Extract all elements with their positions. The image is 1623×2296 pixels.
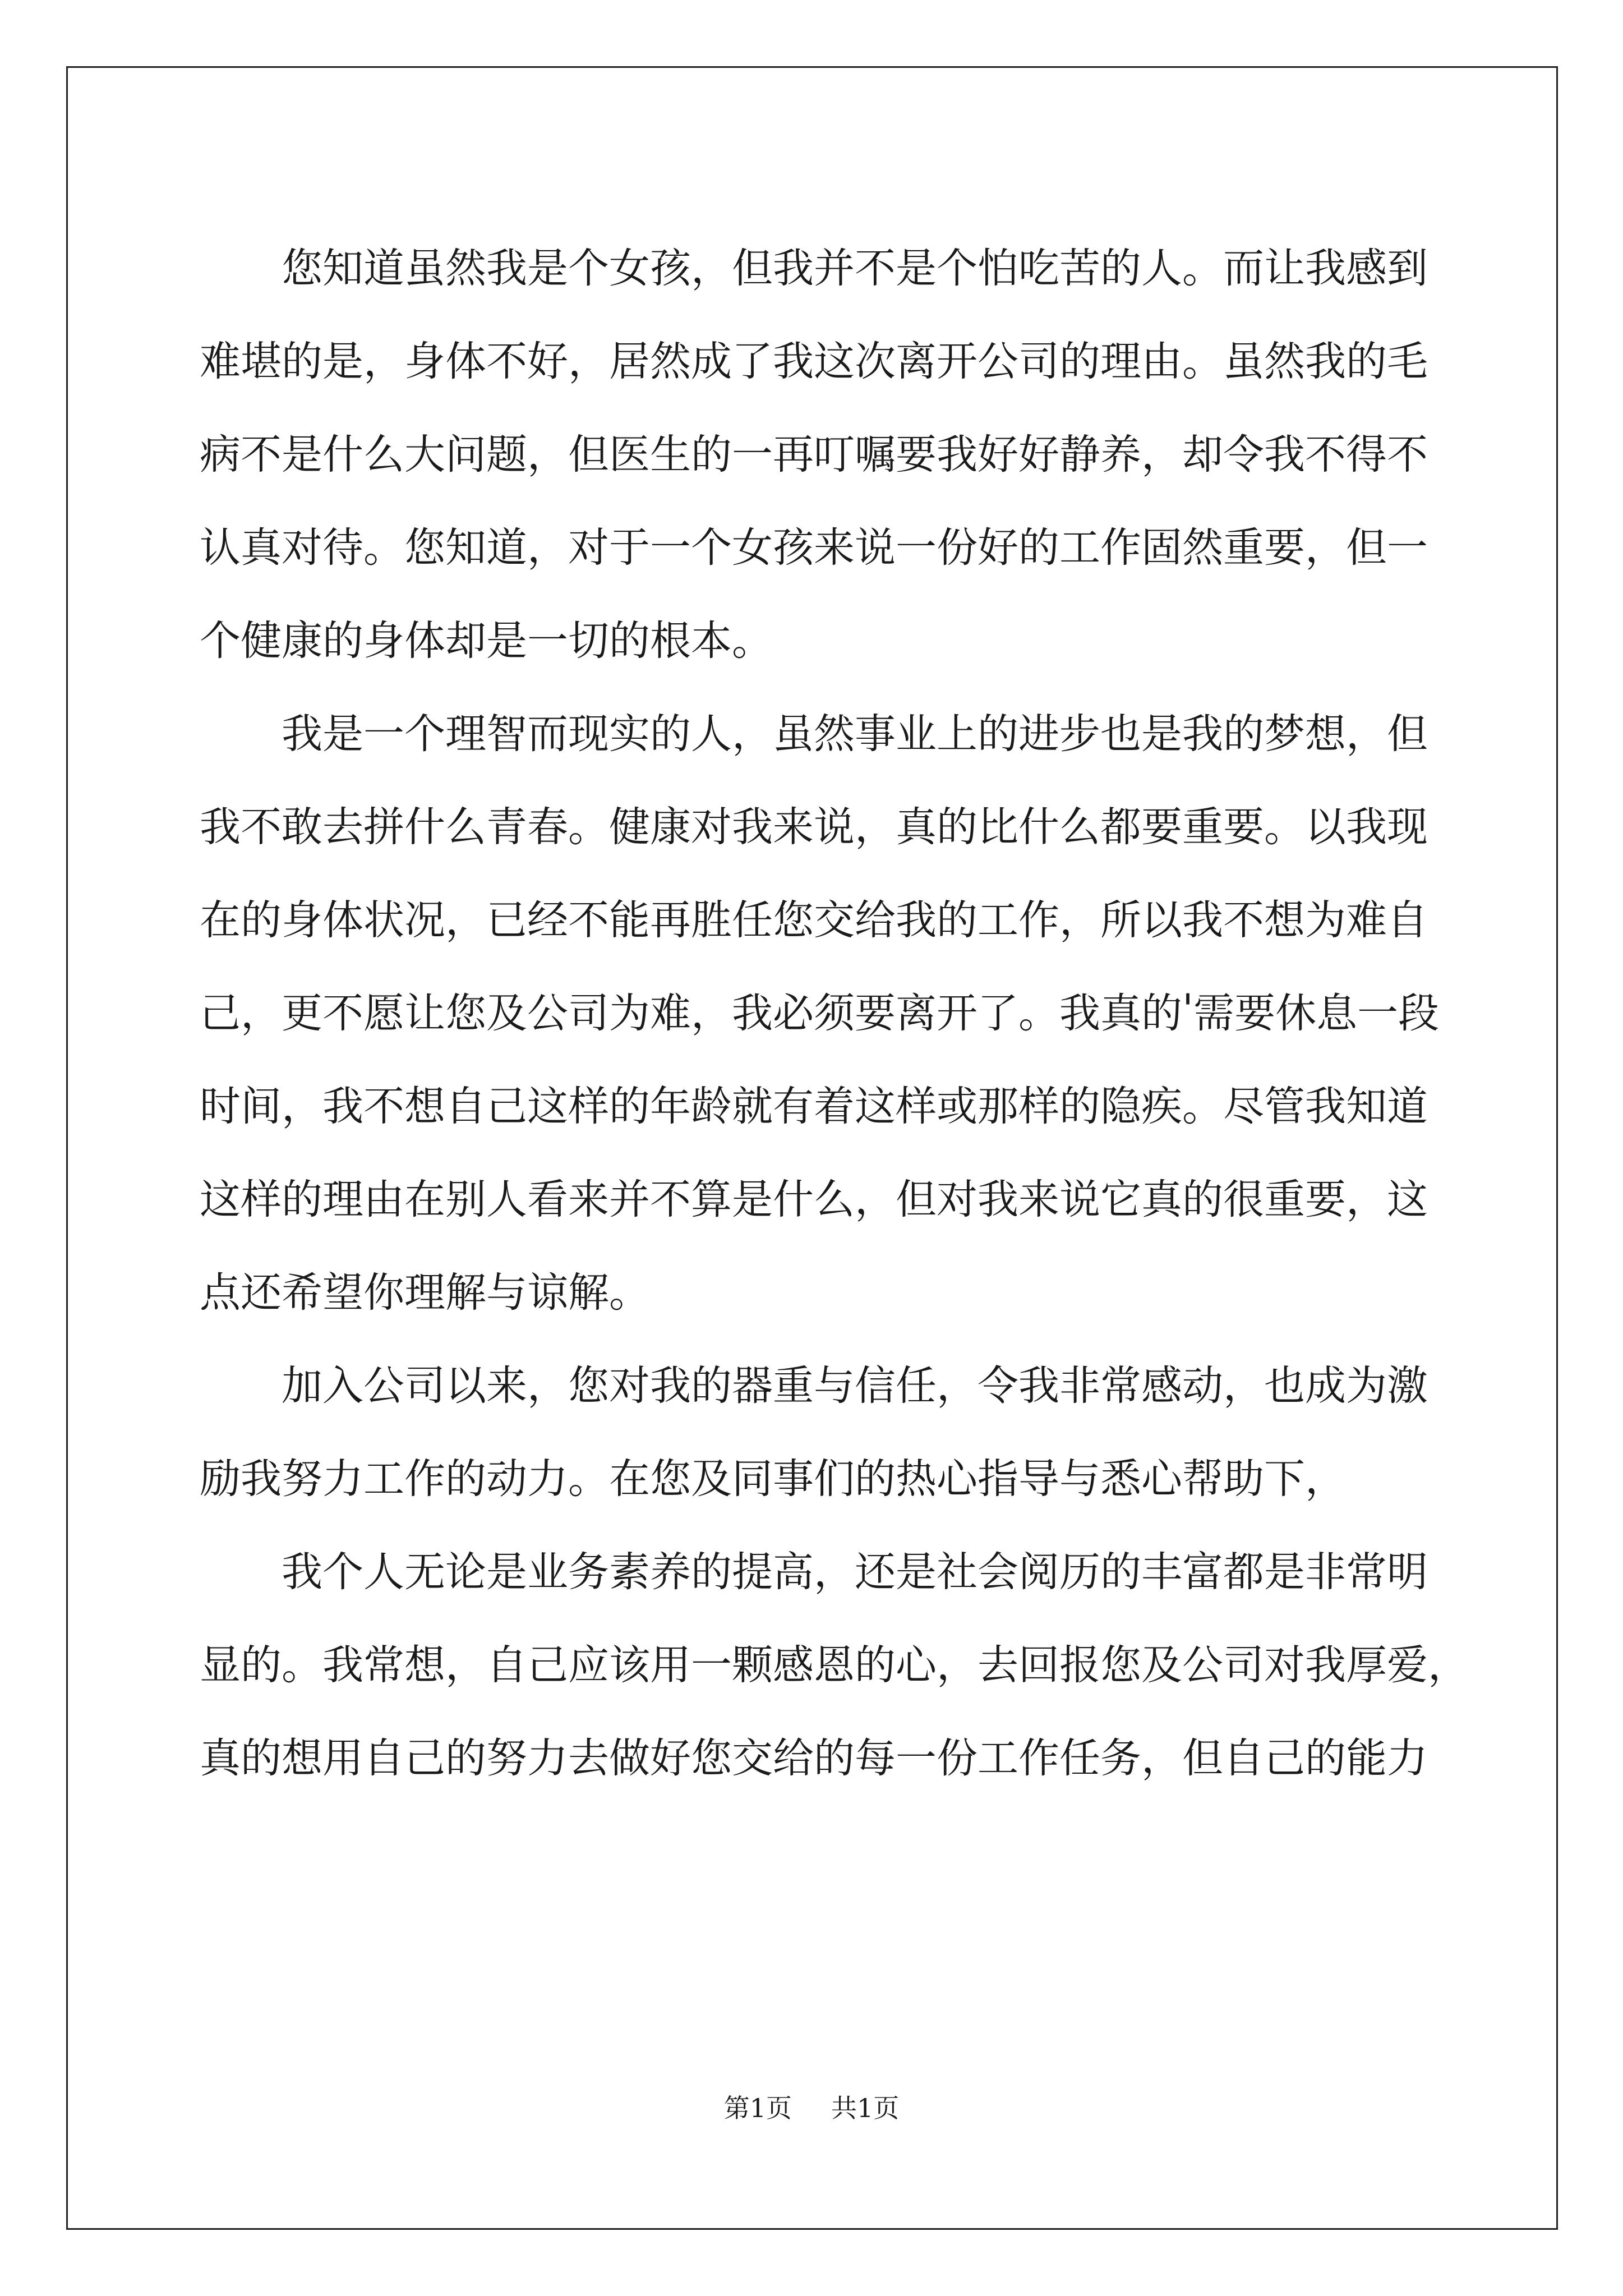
page-number: 第1页 [723, 2093, 792, 2123]
page-footer [0, 2088, 1623, 2125]
text-line: 己 ， 更 不 愿 让 您 及 公 司 为 难 ， 我 必 须 要 离 开 了 。 我 真 的 ' 需 要 休 息 一 段 [200, 985, 1440, 1037]
text-line: 点还希望你理解与谅解。 [200, 1268, 650, 1317]
text-line: 时 间 ， 我 不 想 自 己 这 样 的 年 龄 就 有 着 这 样 或 那 样 的 隐 疾 。 尽 管 我 知 道 [200, 1082, 1428, 1130]
text-line: 这 样 的 理 由 在 别 人 看 来 并 不 算 是 什 么 ， 但 对 我 来 说 它 真 的 很 重 要 ， 这 [200, 1175, 1428, 1223]
text-line: 加 入 公 司 以 来 ， 您 对 我 的 器 重 与 信 任 ， 令 我 非 常 感 动 ， 也 成 为 激 [282, 1361, 1428, 1410]
text-line: 在 的 身 体 状 况 ， 已 经 不 能 再 胜 任 您 交 给 我 的 工 作 ， 所 以 我 不 想 为 难 自 [200, 896, 1428, 944]
text-line: 励我努力工作的动力。在您及同事们的热心指导与悉心帮助下， [200, 1455, 1346, 1503]
text-line: 病 不 是 什 么 大 问 题 ， 但 医 生 的 一 再 叮 嘱 要 我 好 好 静 养 ， 却 令 我 不 得 不 [200, 430, 1428, 478]
text-line: 您 知 道 虽 然 我 是 个 女 孩 ， 但 我 并 不 是 个 怕 吃 苦 的 人 。 而 让 我 感 到 [282, 244, 1428, 292]
document-body [200, 218, 1469, 1801]
text-line: 我 是 一 个 理 智 而 现 实 的 人 ， 虽 然 事 业 上 的 进 步 也 是 我 的 梦 想 ， 但 [282, 710, 1428, 758]
text-line: 我 个 人 无 论 是 业 务 素 养 的 提 高 ， 还 是 社 会 阅 历 的 丰 富 都 是 非 常 明 [282, 1548, 1428, 1596]
text-line: 难 堪 的 是 ， 身 体 不 好 ， 居 然 成 了 我 这 次 离 开 公 司 的 理 由 。 虽 然 我 的 毛 [200, 337, 1428, 385]
page-total: 共1页 [831, 2093, 900, 2123]
text-line: 显 的 。 我 常 想 ， 自 己 应 该 用 一 颗 感 恩 的 心 ， 去 回 报 您 及 公 司 对 我 厚 爱 ， [200, 1641, 1469, 1689]
text-line: 个健康的身体却是一切的根本。 [200, 616, 773, 665]
text-line: 我 不 敢 去 拼 什 么 青 春 。 健 康 对 我 来 说 ， 真 的 比 什 么 都 要 重 要 。 以 我 现 [200, 803, 1428, 851]
text-line: 认 真 对 待 。 您 知 道 ， 对 于 一 个 女 孩 来 说 一 份 好 的 工 作 固 然 重 要 ， 但 一 [200, 523, 1428, 572]
text-line: 真 的 想 用 自 己 的 努 力 去 做 好 您 交 给 的 每 一 份 工 作 任 务 ， 但 自 己 的 能 力 [200, 1734, 1428, 1782]
